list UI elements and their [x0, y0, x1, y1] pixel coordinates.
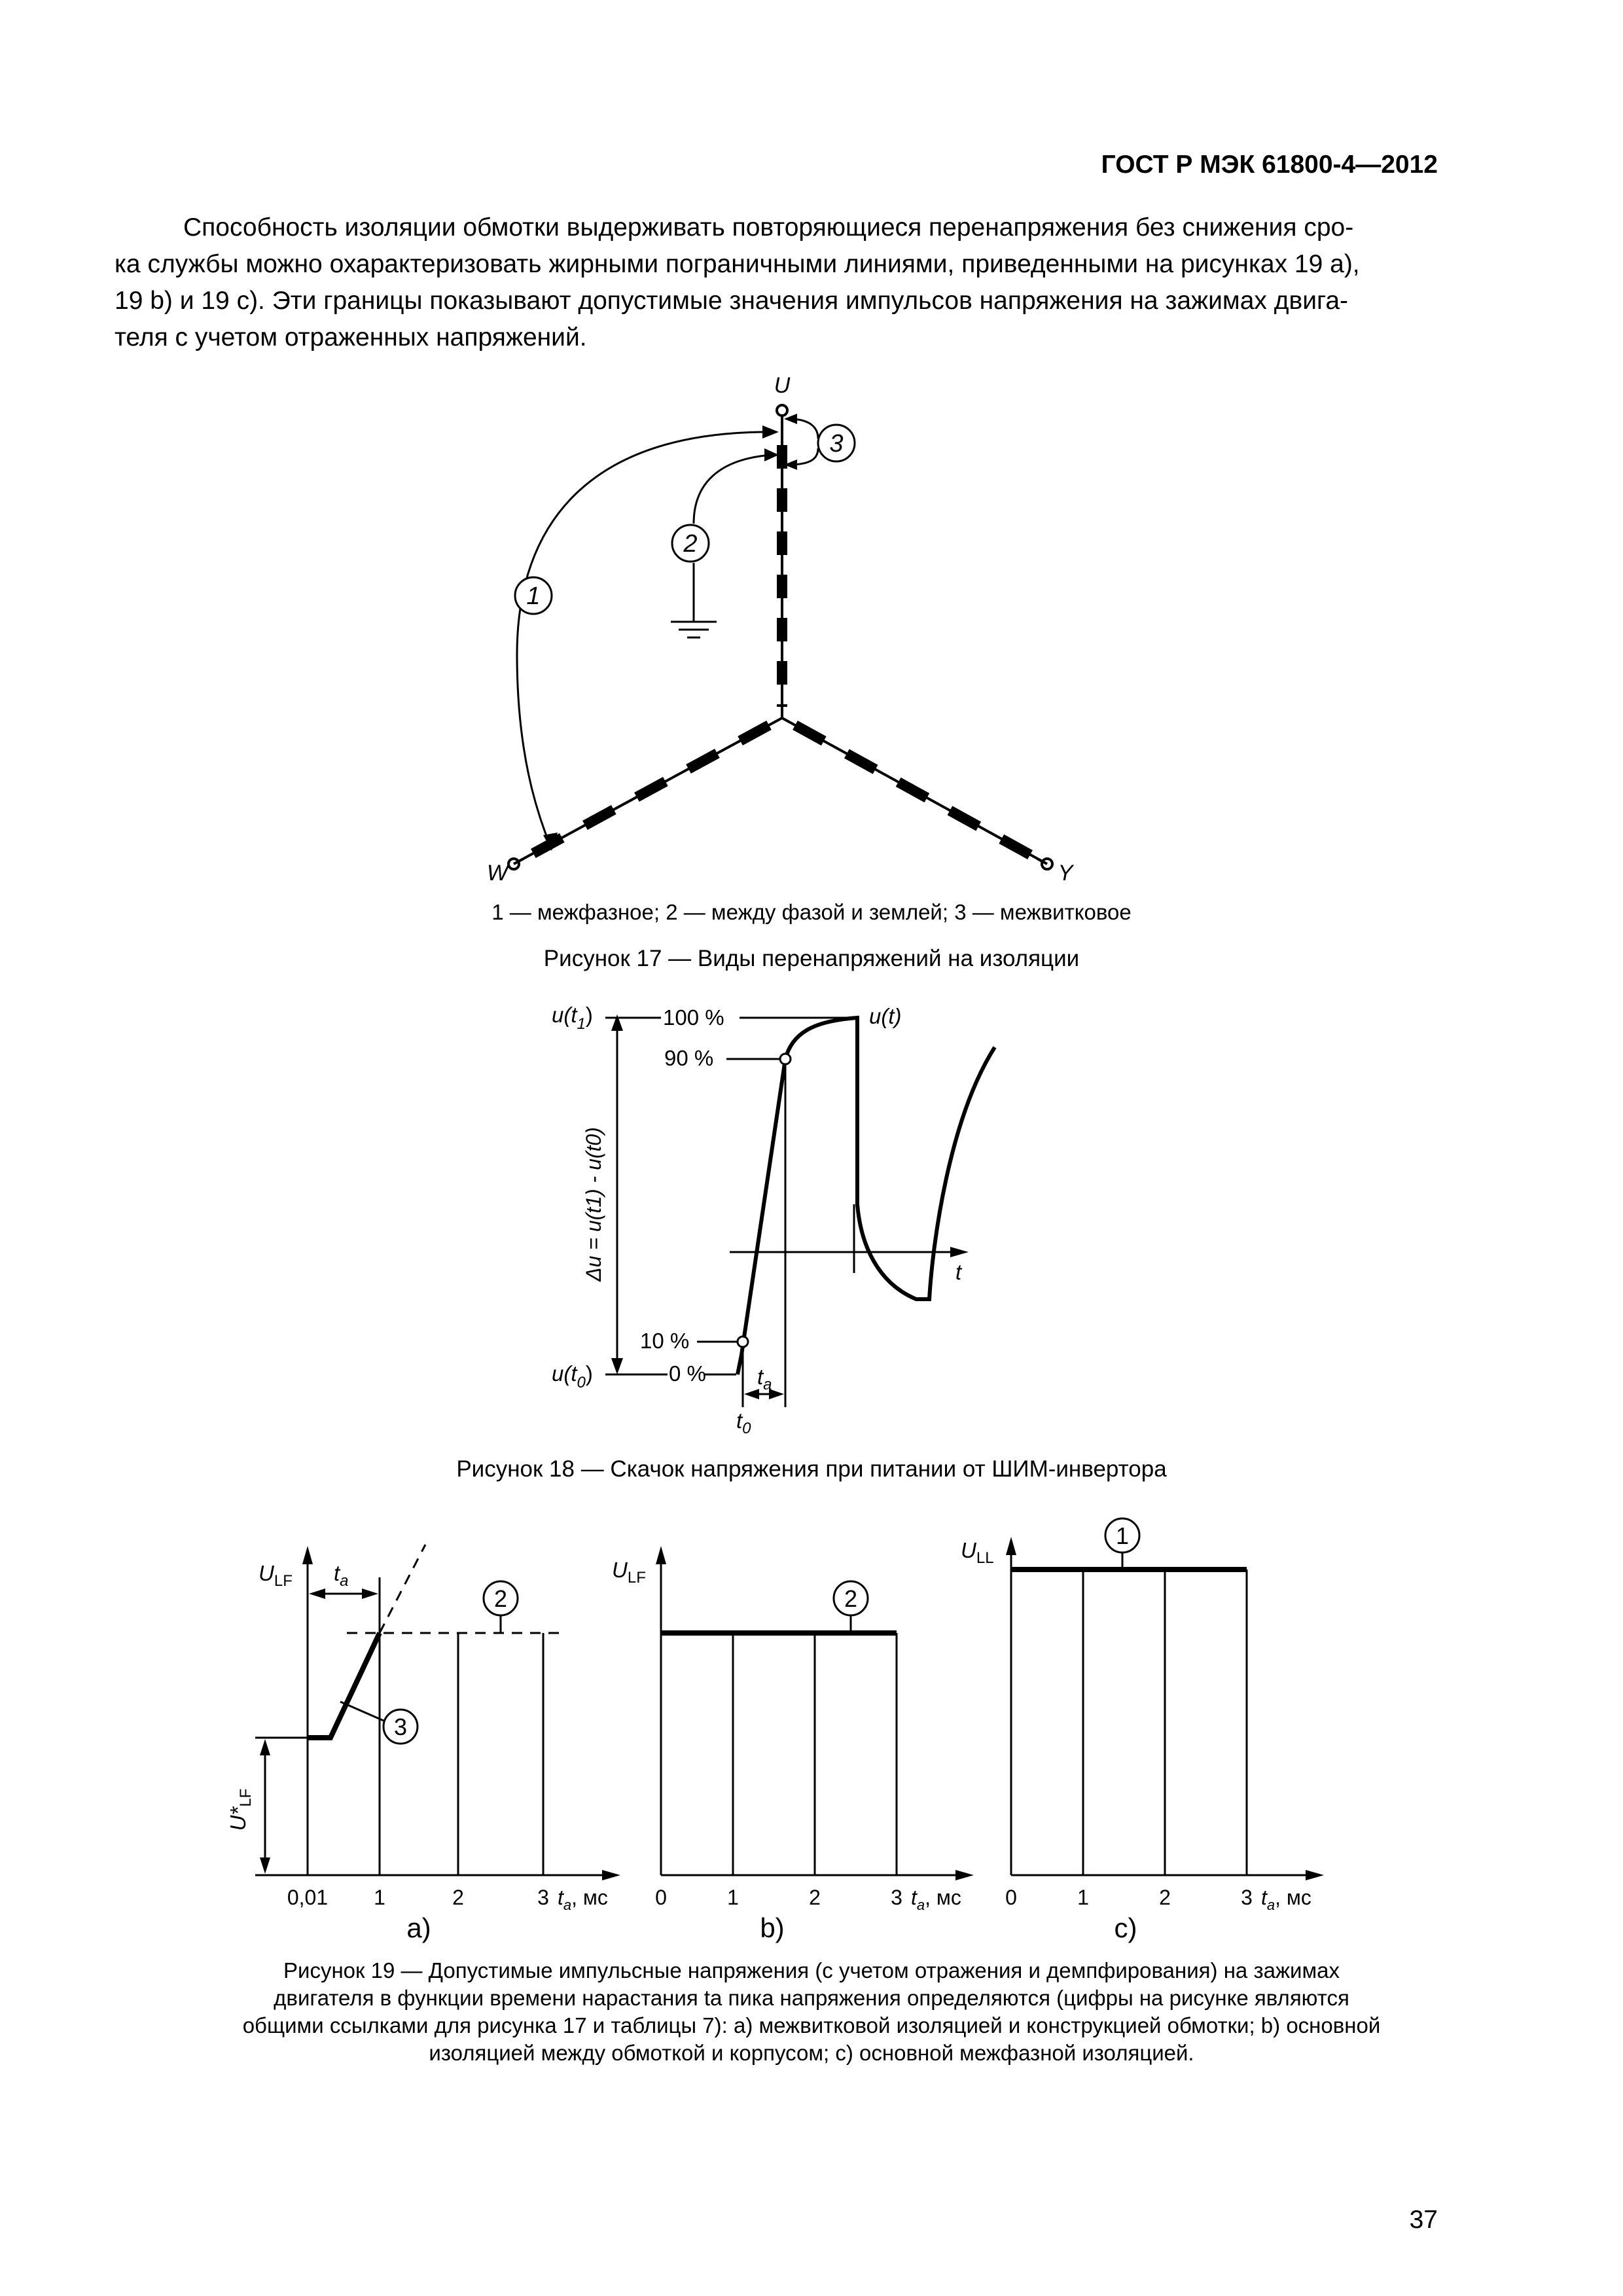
panel-b-label: b) — [760, 1912, 785, 1943]
panel-b-callout-2: 2 — [844, 1585, 858, 1612]
panel-c-callout-1: 1 — [1115, 1522, 1130, 1549]
figure-18-caption: Рисунок 18 — Скачок напряжения при питании от ШИМ-инвертора — [456, 1456, 1167, 1482]
caption-line: изоляцией между обмоткой и корпусом; c) основной межфазной изоляцией. — [429, 2041, 1194, 2065]
label-90pct: 90 % — [664, 1046, 714, 1070]
node-w-label: W — [486, 861, 508, 886]
panel-b-tick: 2 — [809, 1886, 821, 1909]
label-u-t0: $u(t_0)$ — [552, 1361, 593, 1391]
voltage-waveform — [738, 1018, 995, 1374]
arrowhead-icon — [764, 448, 779, 461]
figure-19-caption — [98, 1957, 1525, 2067]
panel-a-label: a) — [406, 1912, 431, 1943]
label-10pct: 10 % — [640, 1329, 690, 1353]
label-u-t1: $u(t_1)$ — [552, 1003, 593, 1033]
panel-b-tick: 0 — [655, 1886, 667, 1909]
svg-text:3: 3 — [829, 430, 844, 457]
panel-a-ustar-label: $U*_{LF}$ — [226, 1788, 255, 1831]
phase-to-phase-arrow — [517, 432, 769, 844]
point-10pct — [738, 1336, 748, 1347]
panel-a-callout-2: 2 — [493, 1585, 508, 1612]
panel-c-y-label: $U_{LL}$ — [961, 1538, 994, 1567]
callout-1 — [515, 577, 552, 614]
panel-c-tick: 2 — [1159, 1886, 1171, 1909]
label-u-t: u(t) — [869, 1004, 902, 1028]
panel-c-tick: 3 — [1241, 1886, 1253, 1909]
label-0pct: 0 % — [669, 1361, 706, 1386]
panel-a-y-label: $U_{LF}$ — [259, 1561, 293, 1590]
callout-2 — [672, 525, 709, 562]
panel-c-x-unit: $t_a$, мс — [1261, 1886, 1311, 1913]
ground-icon — [671, 622, 717, 637]
panel-b-tick: 3 — [891, 1886, 902, 1909]
svg-text:1: 1 — [526, 583, 541, 610]
figure-17-star-diagram — [0, 0, 1623, 982]
figure-19-panel-a — [255, 1545, 620, 1880]
node-u-label: U — [774, 373, 791, 398]
panel-b-y-label: $U_{LF}$ — [612, 1558, 646, 1587]
figure-17-caption: Рисунок 17 — Виды перенапряжений на изоляции — [543, 946, 1080, 971]
panel-a-tick: 2 — [452, 1886, 464, 1909]
interturn-arrow — [789, 419, 818, 465]
paragraph-line: теля с учетом отраженных напряжений. — [115, 323, 587, 351]
document-header: ГОСТ Р МЭК 61800-4—2012 — [1101, 151, 1438, 179]
paragraph-line: 19 b) и 19 с). Эти границы показывают допустимые значения импульсов напряжения на зажимах двига- — [115, 287, 1349, 315]
figure-19-panel-b — [656, 1546, 974, 1880]
panel-a-tick: 1 — [374, 1886, 385, 1909]
figure-19-impulse-limits — [0, 1505, 1623, 1950]
panel-a-x-unit: $t_a$, мс — [558, 1886, 608, 1913]
panel-b-tick: 1 — [727, 1886, 739, 1909]
label-t0: $t_0$ — [736, 1408, 751, 1437]
phase-to-ground-arrow — [694, 455, 772, 524]
figure-17-legend: 1 — межфазное; 2 — между фазой и землей; 3 — межвитковое — [491, 900, 1132, 924]
caption-line: двигателя в функции времени нарастания ta пика напряжения определяются (цифры на рисунке являются — [274, 1986, 1349, 2010]
label-delta-u: Δu = u(t1) - u(t0) — [582, 1127, 605, 1282]
figure-19-panel-c — [1006, 1518, 1324, 1880]
point-90pct — [780, 1054, 791, 1064]
label-t-axis: t — [955, 1260, 962, 1284]
page-number: 37 — [1409, 2206, 1438, 2234]
panel-c-label: c) — [1114, 1912, 1137, 1943]
panel-a-tick: 3 — [537, 1886, 549, 1909]
panel-a-ta-label: $t_a$ — [334, 1561, 349, 1590]
svg-text:2: 2 — [683, 530, 698, 558]
panel-c-tick: 1 — [1077, 1886, 1089, 1909]
limit-curve-a — [308, 1633, 380, 1738]
panel-a-callout-3: 3 — [393, 1713, 408, 1740]
label-100pct: 100 % — [663, 1005, 724, 1030]
caption-line: Рисунок 19 — Допустимые импульсные напряжения (с учетом отражения и демпфирования) на зажимах — [283, 1958, 1340, 1982]
panel-a-tick: 0,01 — [287, 1886, 329, 1909]
paragraph-line: ка службы можно охарактеризовать жирными пограничными линиями, приведенными на рисунках 19 а), — [115, 250, 1360, 278]
figure-18-voltage-step — [0, 982, 1623, 1440]
panel-c-tick: 0 — [1005, 1886, 1017, 1909]
node-y-label: Y — [1058, 861, 1073, 886]
callout-3 — [818, 425, 855, 461]
paragraph-line: Способность изоляции обмотки выдерживать повторяющиеся перенапряжения без снижения сро- — [183, 213, 1354, 242]
panel-b-x-unit: $t_a$, мс — [911, 1886, 961, 1913]
terminal-u — [777, 405, 787, 416]
arrowhead-icon — [762, 425, 779, 439]
caption-line: общими ссылками для рисунка 17 и таблицы 7): а) межвитковой изоляцией и конструкцией обмотки; b) основной — [242, 2013, 1381, 2037]
label-ta: $t_a$ — [757, 1365, 772, 1393]
